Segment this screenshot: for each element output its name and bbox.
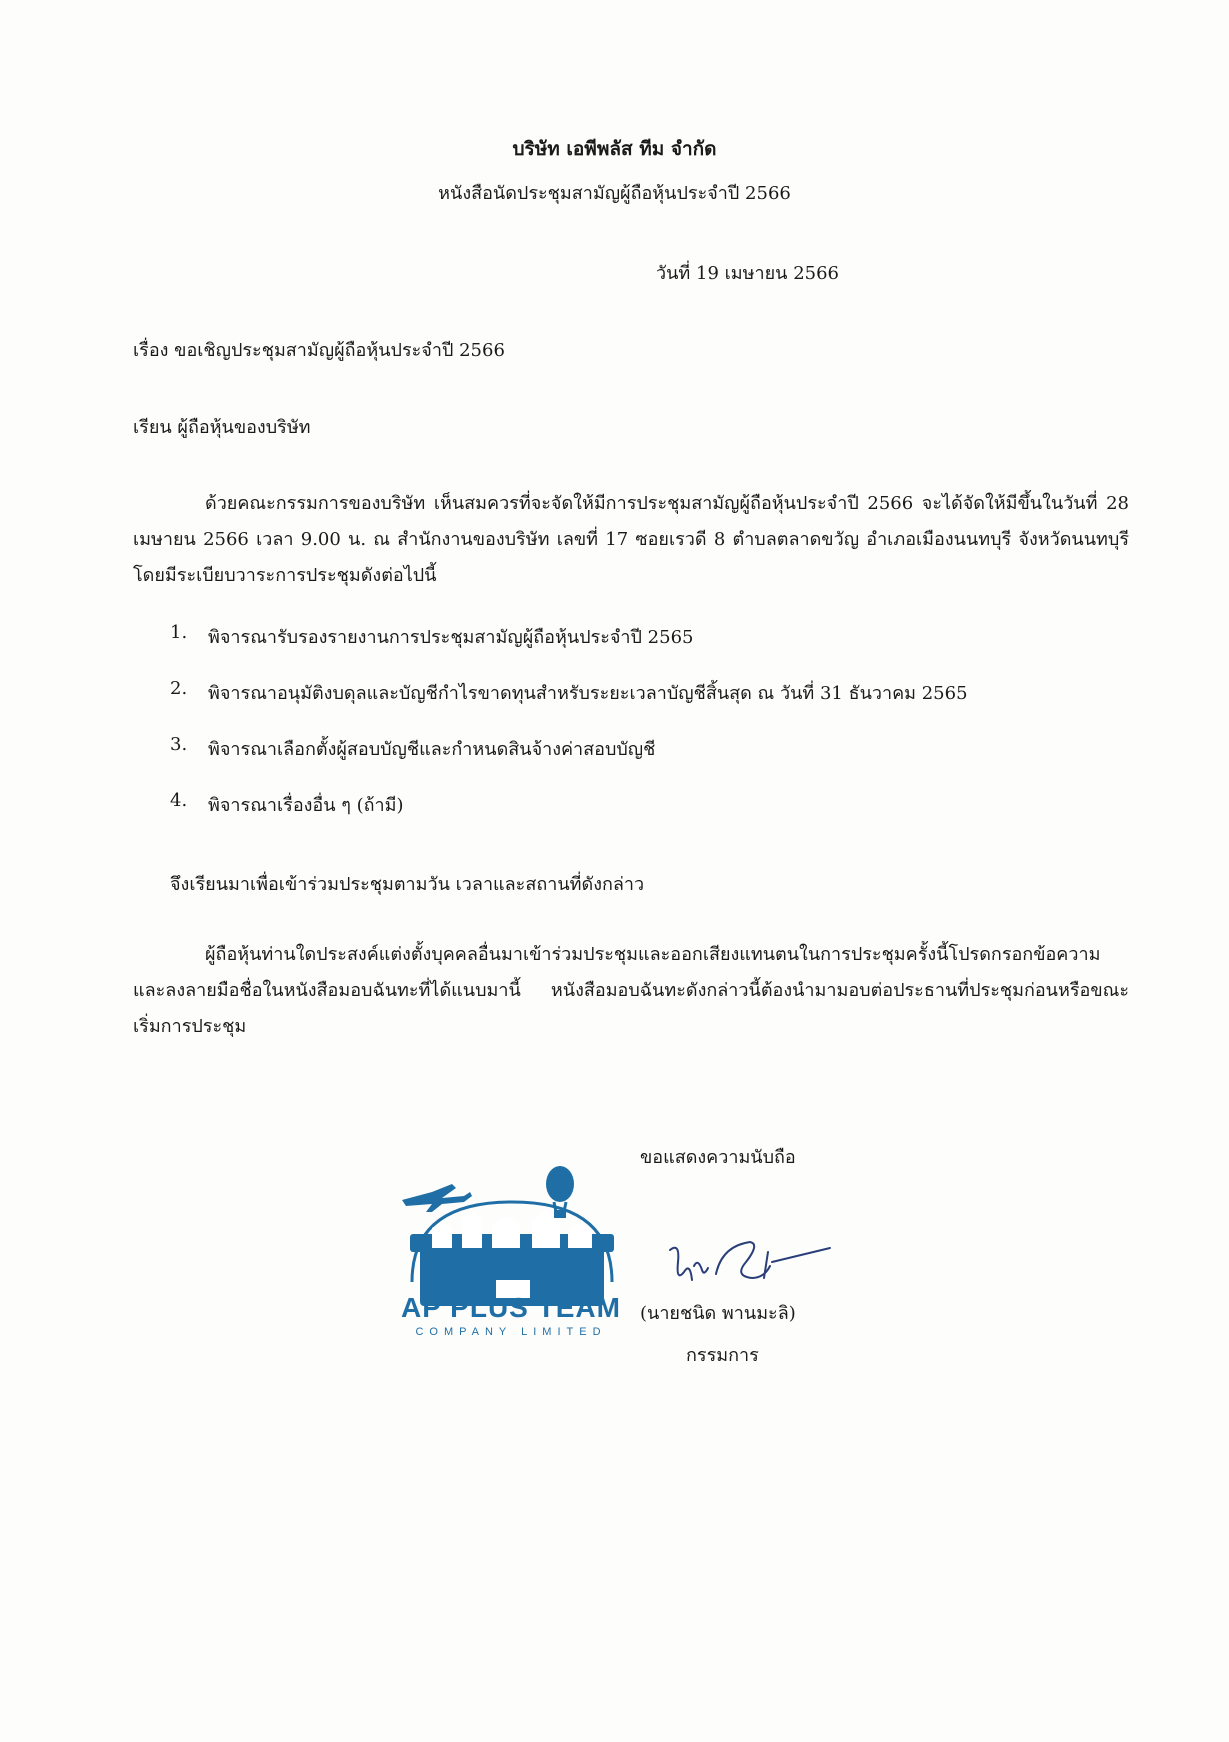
agenda-number: 1. — [170, 622, 188, 643]
proxy-paragraph: ผู้ถือหุ้นท่านใดประสงค์แต่งตั้งบุคคลอื่นมาเข้าร่วมประชุมและออกเสียงแทนตนในการประชุมครั้งนี้โปรดกรอกข้อความและลงลายมือชื่อในหนังสือมอบฉันทะที่ได้แนบมานี้ หนังสือมอบฉันทะดังกล่าวนี้ต้องนำมามอบต่อประธานที่ประชุมก่อนหรือขณะเริ่มการประชุม — [133, 944, 1129, 1037]
regards-line: ขอแสดงความนับถือ — [640, 1147, 796, 1168]
agenda-text: พิจารณาอนุมัติงบดุลและบัญชีกำไรขาดทุนสำหรับระยะเวลาบัญชีสิ้นสุด ณ วันที่ 31 ธันวาคม 2565 — [208, 683, 968, 704]
agenda-item — [170, 734, 1110, 790]
agenda-text: พิจารณาเลือกตั้งผู้สอบบัญชีและกำหนดสินจ้างค่าสอบบัญชี — [208, 739, 656, 760]
agenda-item — [170, 678, 1110, 734]
signer-name: (นายชนิด พานมะลิ) — [640, 1303, 796, 1324]
agenda-text: พิจารณาเรื่องอื่น ๆ (ถ้ามี) — [208, 795, 404, 816]
agenda-number: 4. — [170, 790, 188, 811]
salutation-line: เรียน ผู้ถือหุ้นของบริษัท — [133, 417, 311, 438]
handwritten-signature — [660, 1222, 840, 1302]
date-line: วันที่ 19 เมษายน 2566 — [656, 263, 839, 284]
logo-name: AP PLUS TEAM — [401, 1292, 621, 1323]
company-name: บริษัท เอพีพลัส ทีม จำกัด — [512, 138, 717, 160]
closing-line: จึงเรียนมาเพื่อเข้าร่วมประชุมตามวัน เวลาและสถานที่ดังกล่าว — [170, 874, 645, 895]
agenda-number: 3. — [170, 734, 188, 755]
signer-title: กรรมการ — [686, 1345, 759, 1366]
subject-line: เรื่อง ขอเชิญประชุมสามัญผู้ถือหุ้นประจำปี 2566 — [133, 340, 505, 361]
agenda-item — [170, 622, 1110, 678]
agenda-list — [170, 622, 1110, 846]
agenda-item — [170, 790, 1110, 846]
intro-paragraph: ด้วยคณะกรรมการของบริษัท เห็นสมควรที่จะจัดให้มีการประชุมสามัญผู้ถือหุ้นประจำปี 2566 จะได้จัดให้มีขึ้นในวันที่ 28 เมษายน 2566 เวลา 9.00 น. ณ สำนักงานของบริษัท เลขที่ 17 ซอยเรวดี 8 ตำบลตลาดขวัญ อำเภอเมืองนนทบุรี จังหวัดนนทบุรี โดยมีระเบียบวาระการประชุมดังต่อไปนี้ — [133, 493, 1129, 586]
agenda-number: 2. — [170, 678, 188, 699]
agenda-text: พิจารณารับรองรายงานการประชุมสามัญผู้ถือหุ้นประจำปี 2565 — [208, 627, 694, 648]
document-title: หนังสือนัดประชุมสามัญผู้ถือหุ้นประจำปี 2566 — [438, 183, 791, 204]
logo-subtitle: COMPANY LIMITED — [415, 1326, 607, 1338]
